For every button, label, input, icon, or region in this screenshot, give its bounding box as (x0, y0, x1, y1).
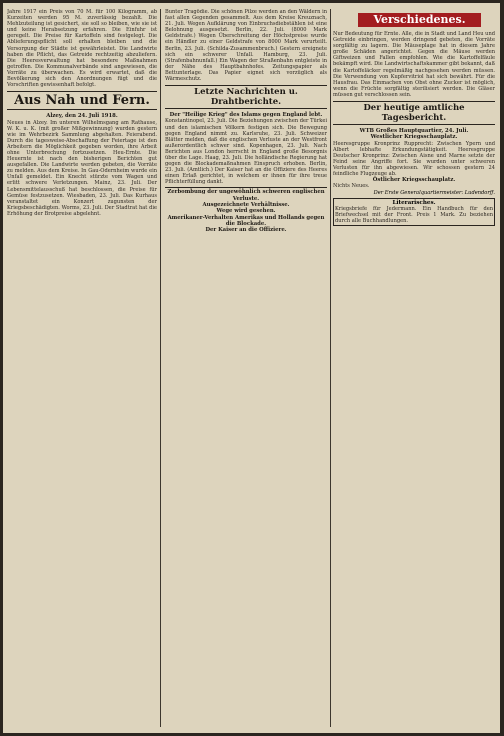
subheading: Östlicher Kriegsschauplatz. (372, 177, 456, 184)
article-text: Konstantinopel, 23. Juli. Die Beziehungen zwischen der Türkei und den islamischen Völkern festigen sich. Die Bewegung gegen England nimmt zu. Karlsruhe, 23. Juli. Schweizer Blätter melden, daß die englischen Verluste an der Westfront außerordentlich schwer sind. Kopenhagen, 23. Juli. Nach Berichten aus London herrscht in England große Besorgnis über die Lage. Haag, 23. Juli. Die holländische Regierung hat gegen die Blockademaßnahmen Einspruch erhoben. Berlin, 23. Juli. (Amtlich.) Der Kaiser hat an die Offiziere des Heeres einen Erlaß gerichtet, in welchem er ihnen für ihre treue Pflichterfüllung dankt. (165, 118, 327, 186)
subheading: Westlicher Kriegsschauplatz. (370, 134, 458, 141)
article-text: Heeresgruppe Kronprinz Rupprecht: Zwischen Ypern und Albert lebhafte Erkundungstätigkeit. Heeresgruppe Deutscher Kronprinz: Zwischen Aisne und Marne setzte der Feind seine Angriffe fort. Sie wurden unter schweren Verlusten für ihn abgewiesen. Wir schossen gestern 24 feindliche Flugzeuge ab. (333, 140, 495, 178)
column-middle (165, 9, 327, 727)
article-text: Nur Bedeutung für Ernte. Alle, die in Stadt und Land Heu und Getreide einbringen, werden dringend gebeten, die Vorräte sorgfältig zu lagern. Die Mäuseplage hat in diesem Jahre große Schäden angerichtet. Gegen die Mäuse werden Giftweizen und Fallen empfohlen. Wie die Kartoffelfäule bekämpft wird. Die Landwirtschaftskammer gibt bekannt, daß die Kartoffeläcker regelmäßig nachgesehen werden müssen. Die Verwendung von Kupfervitriol hat sich bewährt. Für die Hausfrau. Das Einmachen von Obst ohne Zucker ist möglich, wenn die Früchte sorgfältig sterilisiert werden. Die Gläser müssen gut verschlossen sein. (333, 31, 495, 98)
newspaper-page (3, 3, 500, 733)
article-text: Nichts Neues. (333, 183, 370, 190)
literature-title: Literarisches. (392, 199, 436, 206)
section-heading: Der heutige amtliche Tagesbericht. (333, 101, 495, 125)
column-divider (330, 9, 331, 727)
section-heading: Letzte Nachrichten u. Drahtberichte. (165, 85, 327, 109)
section-heading: Aus Nah und Fern. (7, 91, 157, 110)
column-right (333, 9, 495, 727)
section-heading-red: Verschiedenes. (358, 13, 481, 27)
subheading: Wege wird gesehen. (216, 208, 276, 215)
article-text: Neues in Alzey. Im unteren Wilhelmsgang am Rathause, W. K. u. K. (mit großer Mißgewinnung) wurden gestern wie im Wehrbezirk Sammlung abgehalten. Feierabend. Durch die tagesweise-Abschaffung der Feiertage ist den Arbeitern die Möglichkeit gegeben worden, ihre Arbeit ohne Unterbrechung fortzusetzen. Heu-Ernte. Die Heuernte ist nach den bisherigen Berichten gut ausgefallen. Die Landwirte werden gebeten, die Vorräte zu melden. Aus dem Kreise. In Gau-Odernheim wurde ein Unfall gemeldet. Ein Knecht stürzte vom Wagen und erlitt schwere Verletzungen. Mainz, 23. Juli. Der Lebensmittelausschuß hat beschlossen, die Preise für Gemüse festzusetzen. Wiesbaden, 23. Juli. Das Kurhaus veranstaltet ein Konzert zugunsten der Kriegsbeschädigten. Worms, 23. Juli. Der Stadtrat hat die Erhöhung der Brotpreise abgelehnt. (7, 119, 157, 217)
signature-line: Der Erste Generalquartiermeister: Ludendorff. (373, 189, 495, 196)
subheading: Ausgezeichnete Verhältnisse. (202, 202, 290, 209)
subheading: Der Kaiser an die Offiziere. (205, 227, 287, 234)
subheading: Amerikaner-Verhalten Amerikas und Hollands gegen die Blockade. (167, 214, 325, 227)
subheading: Zerbombung der ungewöhnlich schweren englischen Verluste. (165, 187, 327, 202)
subheading: Der "Heilige Krieg" des Islams gegen England lebt. (169, 112, 323, 119)
literature-box (333, 198, 495, 226)
literature-text: Kriegsbriefe für Jedermann. Ein Handbuch für den Briefwechsel mit der Front. Preis 1 Mark. Zu beziehen durch alle Buchhandlungen. (335, 205, 493, 224)
subheading: WTB Großes Hauptquartier, 24. Juli. (359, 128, 469, 135)
column-left (7, 9, 157, 727)
column-divider (160, 9, 161, 727)
article-text: Jahre 1917 ein Preis von 70 M. für 100 Kilogramm, ab Kurzeiten werden 95 M. zuverlässig bezahlt. Die Mehlzuteilung ist gesichert, sie soll so bleiben, wie sie ist und keine Herabsetzung erfahren. Die Einfuhr ist geregelt. Die Preise für Kartoffeln sind festgelegt. Die Ablieferungspflicht soll erhalten bleiben und die Versorgung der Städte ist gewährleistet. Die Landwirte haben die Pflicht, das Getreide rechtzeitig abzuliefern. Die Heeresverwaltung hat besondere Maßnahmen getroffen. Die Kommunalverbände sind angewiesen, die Vorräte zu überwachen. Es wird erwartet, daß die Bevölkerung sich den Anordnungen fügt und die Vorschriften gewissenhaft befolgt. (7, 9, 157, 89)
article-text: Bunter Tragödie. Die schönen Pilze werden an den Wäldern in fast allen Gegenden gesammelt. Aus dem Kreise Kreuznach, 21. Juli. Wegen Aufklärung von Einbruchsdiebstählen ist eine Belohnung ausgesetzt. Berlin, 22. Juli. (8000 Mark Geldstrafe.) Wegen Überschreitung der Höchstpreise wurde ein Händler zu einer Geldstrafe von 8000 Mark verurteilt. Berlin, 23. Juli. (Schilda-Zusammenbruch.) Gestern ereignete sich ein schwerer Unfall. Hamburg, 23. Juli. (Strafenbahnunfall.) Ein Wagen der Straßenbahn entgleiste in der Nähe des Hauptbahnhofes. Zeitungspapier als Bettunterlage. Das Papier eignet sich vorzüglich als Wärmeschutz. (165, 9, 327, 83)
dateline: Alzey, den 24. Juli 1918. (46, 113, 118, 120)
